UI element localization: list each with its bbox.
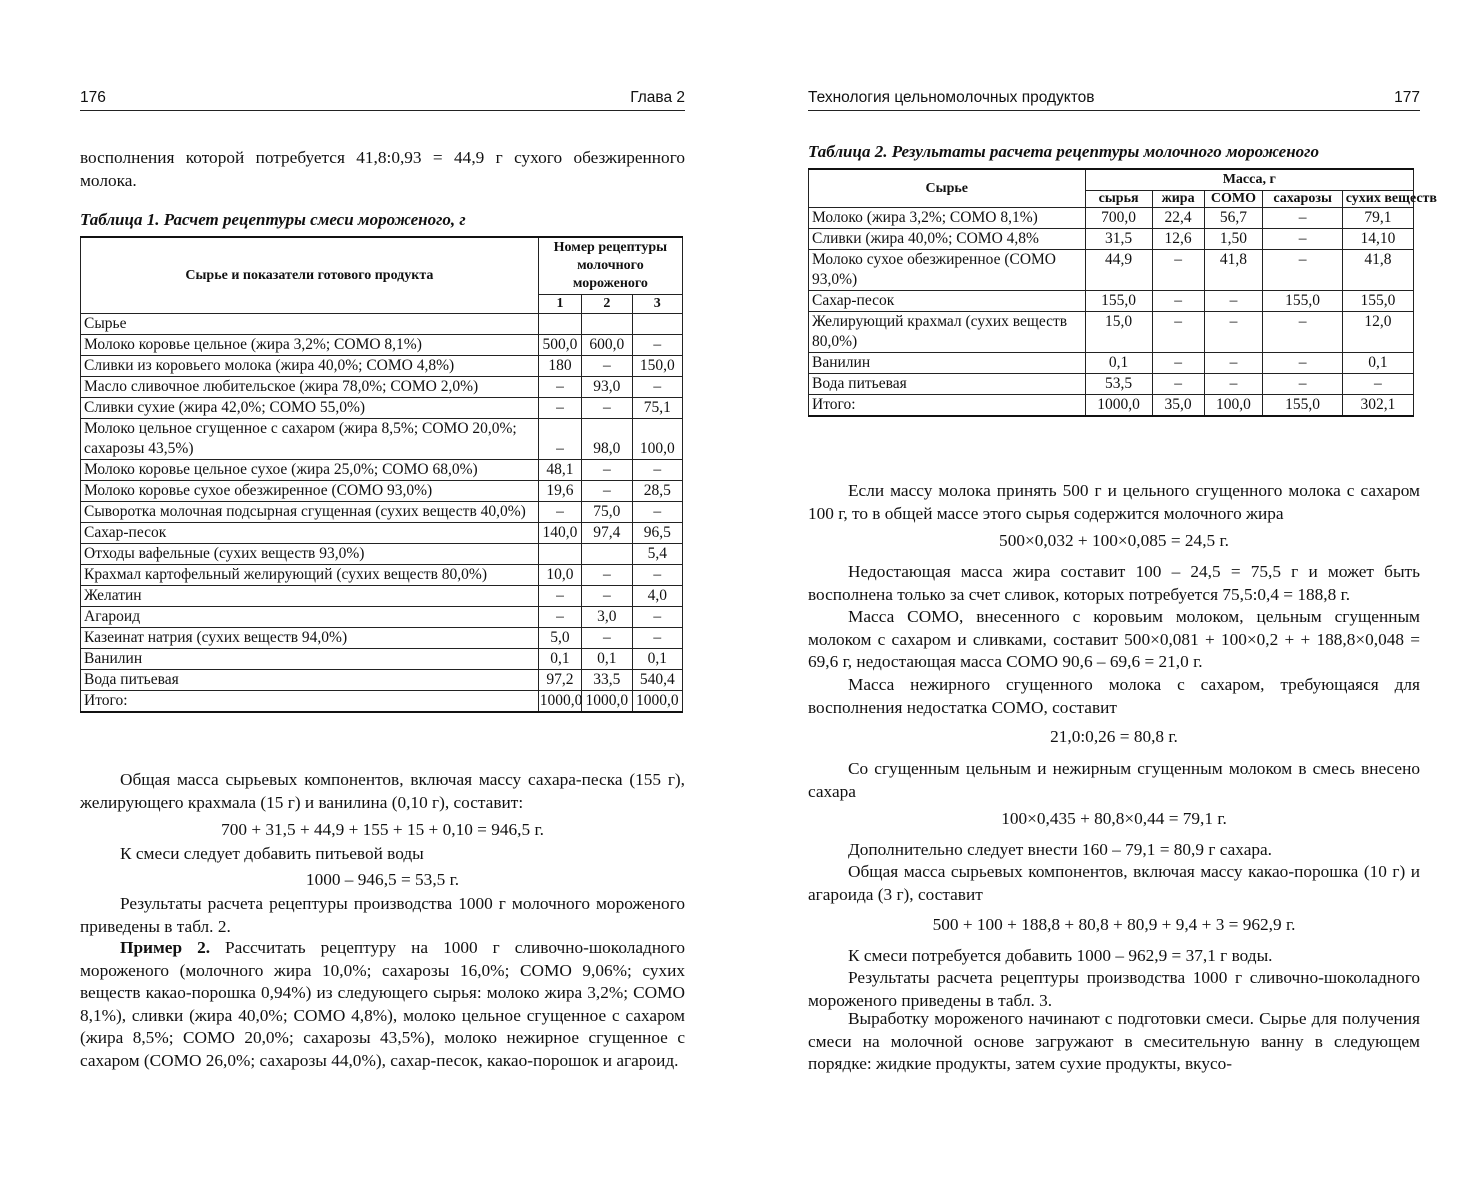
table-row bbox=[809, 374, 1414, 395]
table2-column-header: СОМО bbox=[1204, 191, 1263, 208]
table2 bbox=[808, 168, 1437, 417]
table2-cell: 56,7 bbox=[1204, 208, 1263, 229]
table2-row-label: Молоко (жира 3,2%; СОМО 8,1%) bbox=[809, 208, 1086, 229]
table2-cell: 79,1 bbox=[1342, 208, 1413, 229]
paragraph-water: К смеси потребуется добавить 1000 – 962,9 = 37,1 г воды. bbox=[848, 946, 1273, 965]
table2-header-col: Сырье bbox=[809, 169, 1086, 208]
table1-row-label: Сахар-песок bbox=[81, 523, 539, 544]
table1-cell: 75,0 bbox=[582, 502, 632, 523]
table-row bbox=[81, 356, 683, 377]
table1 bbox=[80, 236, 683, 713]
table1-row-label: Агароид bbox=[81, 607, 539, 628]
table-row bbox=[81, 398, 683, 419]
formula-total-mass: 700 + 31,5 + 44,9 + 155 + 15 + 0,10 = 946,5 г. bbox=[221, 820, 544, 839]
table1-cell bbox=[632, 314, 682, 335]
table1-cell bbox=[582, 544, 632, 565]
table1-row-label: Молоко цельное сгущенное с сахаром (жира 8,5%; СОМО 20,0%; сахарозы 43,5%) bbox=[81, 419, 539, 460]
table2-cell: 41,8 bbox=[1342, 250, 1413, 291]
table1-row-label: Молоко коровье сухое обезжиренное (СОМО 93,0%) bbox=[81, 481, 539, 502]
table1-cell: – bbox=[632, 460, 682, 481]
table1-row-label: Итого: bbox=[81, 691, 539, 713]
running-title: Технология цельномолочных продуктов bbox=[808, 89, 1095, 106]
table1-cell: 4,0 bbox=[632, 586, 682, 607]
table2-cell: – bbox=[1152, 353, 1204, 374]
table1-cell: 97,2 bbox=[538, 670, 581, 691]
table2-cell: 12,0 bbox=[1342, 312, 1413, 353]
table1-cell: 100,0 bbox=[632, 419, 682, 460]
table2-cell: 44,9 bbox=[1085, 250, 1152, 291]
table-row bbox=[809, 353, 1414, 374]
paragraph-skim-condensed: Масса нежирного сгущенного молока с сахаром, требующаяся для восполнения недостатка СОМО, составит bbox=[808, 675, 1420, 717]
table1-cell: 97,4 bbox=[582, 523, 632, 544]
table2-cell: 0,1 bbox=[1085, 353, 1152, 374]
table-row bbox=[809, 208, 1414, 229]
table2-cell: 15,0 bbox=[1085, 312, 1152, 353]
table1-row-label: Казеинат натрия (сухих веществ 94,0%) bbox=[81, 628, 539, 649]
table1-cell: 48,1 bbox=[538, 460, 581, 481]
table2-cell: – bbox=[1263, 312, 1342, 353]
formula-skim: 21,0:0,26 = 80,8 г. bbox=[1050, 727, 1178, 746]
table2-cell: 12,6 bbox=[1152, 229, 1204, 250]
table2-cell: 31,5 bbox=[1085, 229, 1152, 250]
table1-cell: 75,1 bbox=[632, 398, 682, 419]
table-row bbox=[809, 395, 1414, 417]
paragraph-somo: Масса СОМО, внесенного с коровьим молоком, цельным сгущенным молоком с сахаром и сливками, составит 500×0,081 + 100×0,2 + + 188,8×0,048 = 69,6 г, недостающая масса СОМО 90,6 – 69,6 = 21,0 г. bbox=[808, 607, 1420, 671]
table1-cell: 3,0 bbox=[582, 607, 632, 628]
table2-cell: – bbox=[1204, 374, 1263, 395]
table1-cell: 0,1 bbox=[538, 649, 581, 670]
table1-cell: 600,0 bbox=[582, 335, 632, 356]
table1-row-label: Сливки сухие (жира 42,0%; СОМО 55,0%) bbox=[81, 398, 539, 419]
table-row bbox=[809, 229, 1414, 250]
table1-cell: 180 bbox=[538, 356, 581, 377]
table1-cell: – bbox=[538, 377, 581, 398]
table2-row-label: Итого: bbox=[809, 395, 1086, 417]
table-row bbox=[81, 419, 683, 460]
table1-cell: – bbox=[582, 460, 632, 481]
table1-cell bbox=[538, 314, 581, 335]
table1-row-label: Сливки из коровьего молока (жира 40,0%; СОМО 4,8%) bbox=[81, 356, 539, 377]
table2-cell: 14,10 bbox=[1342, 229, 1413, 250]
table-row bbox=[81, 691, 683, 713]
table1-row-label: Желатин bbox=[81, 586, 539, 607]
table-row bbox=[81, 523, 683, 544]
left-page-header bbox=[80, 88, 685, 111]
table1-cell: – bbox=[582, 565, 632, 586]
table2-column-header: сухих веществ bbox=[1342, 191, 1413, 208]
table1-cell: – bbox=[538, 419, 581, 460]
table1-cell: 0,1 bbox=[582, 649, 632, 670]
table1-cell: – bbox=[582, 481, 632, 502]
table2-column-header: сырья bbox=[1085, 191, 1152, 208]
table1-cell bbox=[538, 544, 581, 565]
table2-row-label: Вода питьевая bbox=[809, 374, 1086, 395]
table1-cell: – bbox=[582, 356, 632, 377]
page-number: 177 bbox=[1394, 89, 1420, 106]
table1-cell: – bbox=[582, 586, 632, 607]
table-row bbox=[81, 607, 683, 628]
table2-cell: – bbox=[1152, 374, 1204, 395]
table2-cell: 155,0 bbox=[1263, 291, 1342, 312]
table1-cell: 140,0 bbox=[538, 523, 581, 544]
table2-cell: 155,0 bbox=[1085, 291, 1152, 312]
table-row bbox=[81, 377, 683, 398]
paragraph-results: Результаты расчета рецептуры производства 1000 г молочного мороженого приведены в табл. 2. bbox=[80, 894, 685, 936]
table1-cell: 1000,0 bbox=[632, 691, 682, 713]
table2-cell: – bbox=[1342, 374, 1413, 395]
right-page-header bbox=[808, 88, 1420, 111]
left-page bbox=[80, 0, 685, 1179]
table1-cell: 98,0 bbox=[582, 419, 632, 460]
table1-cell: 500,0 bbox=[538, 335, 581, 356]
table1-row-label: Сыворотка молочная подсырная сгущенная (сухих веществ 40,0%) bbox=[81, 502, 539, 523]
table1-caption: Таблица 1. Расчет рецептуры смеси мороженого, г bbox=[80, 210, 466, 229]
paragraph-total-mass: Общая масса сырьевых компонентов, включая массу какао-порошка (10 г) и агароида (3 г), составит bbox=[808, 862, 1420, 904]
table1-row-label: Отходы вафельные (сухих веществ 93,0%) bbox=[81, 544, 539, 565]
table1-cell: 5,4 bbox=[632, 544, 682, 565]
table1-column-header: 2 bbox=[582, 295, 632, 314]
table-row bbox=[81, 544, 683, 565]
table2-caption: Таблица 2. Результаты расчета рецептуры молочного мороженого bbox=[808, 142, 1319, 161]
table1-cell: 28,5 bbox=[632, 481, 682, 502]
table2-column-header: сахарозы bbox=[1263, 191, 1342, 208]
formula-water: 1000 – 946,5 = 53,5 г. bbox=[305, 870, 460, 889]
table1-header-group: Номер рецептуры молочного мороженого bbox=[538, 237, 682, 295]
table1-row-label: Масло сливочное любительское (жира 78,0%; СОМО 2,0%) bbox=[81, 377, 539, 398]
table1-cell: – bbox=[632, 377, 682, 398]
example-text: Рассчитать рецептуру на 1000 г сливочно-шоколадного мороженого (молочного жира 10,0%; сахарозы 16,0%; СОМО 9,06%; сухих веществ какао-порошка 0,94%) из следующего сырья: молоко жира 3,2%; СОМО 8,1%), сливки (жира 40,0%; СОМО 4,8%), молоко цельное сгущенное с сахаром (жира 8,5%; СОМО 20,0%; сахарозы 43,5%), молоко нежирное сгущенное с сахаром (СОМО 26,0%; сахарозы 44,0%), сахар-песок, какао-порошок и агароид. bbox=[80, 938, 685, 1070]
paragraph-missing-fat: Недостающая масса жира составит 100 – 24,5 = 75,5 г и может быть восполнена только за счет сливок, которых потребуется 75,5:0,4 = 188,8 г. bbox=[808, 562, 1420, 604]
table2-cell: 1000,0 bbox=[1085, 395, 1152, 417]
table2-cell: 100,0 bbox=[1204, 395, 1263, 417]
table-row bbox=[81, 460, 683, 481]
table-row bbox=[81, 649, 683, 670]
table-row bbox=[809, 250, 1414, 291]
formula-sugar: 100×0,435 + 80,8×0,44 = 79,1 г. bbox=[1001, 809, 1227, 828]
paragraph-extra-sugar: Дополнительно следует внести 160 – 79,1 = 80,9 г сахара. bbox=[848, 840, 1272, 859]
table2-column-header: жира bbox=[1152, 191, 1204, 208]
table2-cell: – bbox=[1152, 291, 1204, 312]
table2-cell: 155,0 bbox=[1342, 291, 1413, 312]
table1-cell: – bbox=[632, 628, 682, 649]
table-row bbox=[81, 565, 683, 586]
table2-cell: – bbox=[1204, 291, 1263, 312]
table1-row-label: Молоко коровье цельное (жира 3,2%; СОМО 8,1%) bbox=[81, 335, 539, 356]
table1-cell: 540,4 bbox=[632, 670, 682, 691]
table2-cell: 700,0 bbox=[1085, 208, 1152, 229]
table-row bbox=[81, 628, 683, 649]
table1-cell: 33,5 bbox=[582, 670, 632, 691]
table2-cell: – bbox=[1204, 312, 1263, 353]
table2-row-label: Молоко сухое обезжиренное (СОМО 93,0%) bbox=[809, 250, 1086, 291]
table1-column-header: 1 bbox=[538, 295, 581, 314]
table1-cell: 5,0 bbox=[538, 628, 581, 649]
formula-fat: 500×0,032 + 100×0,085 = 24,5 г. bbox=[999, 531, 1229, 550]
table1-cell: – bbox=[632, 335, 682, 356]
table-row bbox=[81, 314, 683, 335]
table1-cell: – bbox=[582, 628, 632, 649]
paragraph-sugar: Со сгущенным цельным и нежирным сгущенным молоком в смесь внесено сахара bbox=[808, 759, 1420, 801]
example-paragraph bbox=[80, 937, 685, 1072]
right-page bbox=[808, 0, 1437, 1179]
table2-cell: 302,1 bbox=[1342, 395, 1413, 417]
table1-cell: – bbox=[632, 502, 682, 523]
table-row bbox=[809, 312, 1414, 353]
table1-cell bbox=[582, 314, 632, 335]
table-row bbox=[81, 481, 683, 502]
example-label: Пример 2. bbox=[120, 938, 211, 957]
table1-cell: 96,5 bbox=[632, 523, 682, 544]
table2-cell: – bbox=[1263, 229, 1342, 250]
table2-cell: – bbox=[1152, 312, 1204, 353]
table1-cell: – bbox=[582, 398, 632, 419]
table1-cell: 19,6 bbox=[538, 481, 581, 502]
table1-column-header: 3 bbox=[632, 295, 682, 314]
table2-cell: – bbox=[1263, 250, 1342, 291]
table-row bbox=[81, 335, 683, 356]
table-row bbox=[809, 291, 1414, 312]
table1-cell: – bbox=[538, 607, 581, 628]
table1-cell: – bbox=[538, 502, 581, 523]
table2-cell: 35,0 bbox=[1152, 395, 1204, 417]
table-row bbox=[81, 670, 683, 691]
table2-cell: – bbox=[1263, 208, 1342, 229]
table1-cell: 1000,0 bbox=[538, 691, 581, 713]
paragraph-results: Результаты расчета рецептуры производства 1000 г сливочно-шоколадного мороженого приведены в табл. 3. bbox=[808, 968, 1420, 1010]
table1-row-label: Крахмал картофельный желирующий (сухих веществ 80,0%) bbox=[81, 565, 539, 586]
table1-cell: 150,0 bbox=[632, 356, 682, 377]
formula-total: 500 + 100 + 188,8 + 80,8 + 80,9 + 9,4 + 3 = 962,9 г. bbox=[932, 915, 1296, 934]
table1-cell: 0,1 bbox=[632, 649, 682, 670]
table1-cell: – bbox=[632, 565, 682, 586]
table2-row-label: Желирующий крахмал (сухих веществ 80,0%) bbox=[809, 312, 1086, 353]
table1-cell: 10,0 bbox=[538, 565, 581, 586]
page-number: 176 bbox=[80, 89, 106, 106]
paragraph-add-water: К смеси следует добавить питьевой воды bbox=[120, 844, 424, 863]
table2-cell: 1,50 bbox=[1204, 229, 1263, 250]
table1-cell: – bbox=[538, 586, 581, 607]
table1-row-label: Молоко коровье цельное сухое (жира 25,0%; СОМО 68,0%) bbox=[81, 460, 539, 481]
table1-row-label: Ванилин bbox=[81, 649, 539, 670]
table2-row-label: Сахар-песок bbox=[809, 291, 1086, 312]
table2-cell: – bbox=[1263, 353, 1342, 374]
table2-cell: – bbox=[1152, 250, 1204, 291]
table1-cell: – bbox=[538, 398, 581, 419]
table1-cell: 1000,0 bbox=[582, 691, 632, 713]
table2-row-label: Ванилин bbox=[809, 353, 1086, 374]
paragraph-milk-fat: Если массу молока принять 500 г и цельного сгущенного молока с сахаром 100 г, то в общей массе этого сырья содержится молочного жира bbox=[808, 481, 1420, 523]
table2-header-group: Масса, г bbox=[1085, 169, 1413, 191]
table2-row-label: Сливки (жира 40,0%; СОМО 4,8% bbox=[809, 229, 1086, 250]
table2-cell: – bbox=[1204, 353, 1263, 374]
table1-cell: – bbox=[632, 607, 682, 628]
paragraph-production: Выработку мороженого начинают с подготовки смеси. Сырье для получения смеси на молочной основе загружают в смесительную ванну в следующем порядке: жидкие продукты, затем сухие продукты, вкусо- bbox=[808, 1009, 1420, 1073]
table1-section-label: Сырье bbox=[81, 314, 539, 335]
table2-cell: 53,5 bbox=[1085, 374, 1152, 395]
table1-header-col: Сырье и показатели готового продукта bbox=[81, 237, 539, 314]
table2-cell: 0,1 bbox=[1342, 353, 1413, 374]
table1-cell: 93,0 bbox=[582, 377, 632, 398]
table-row bbox=[81, 502, 683, 523]
table2-cell: 41,8 bbox=[1204, 250, 1263, 291]
table2-cell: – bbox=[1263, 374, 1342, 395]
table-row bbox=[81, 586, 683, 607]
table2-cell: 22,4 bbox=[1152, 208, 1204, 229]
table1-row-label: Вода питьевая bbox=[81, 670, 539, 691]
chapter-title: Глава 2 bbox=[630, 89, 685, 106]
table2-cell: 155,0 bbox=[1263, 395, 1342, 417]
intro-paragraph: восполнения которой потребуется 41,8:0,93 = 44,9 г сухого обезжиренного молока. bbox=[80, 148, 685, 190]
paragraph-total-mass: Общая масса сырьевых компонентов, включая массу сахара-песка (155 г), желирующего крахмала (15 г) и ванилина (0,10 г), составит: bbox=[80, 770, 685, 812]
